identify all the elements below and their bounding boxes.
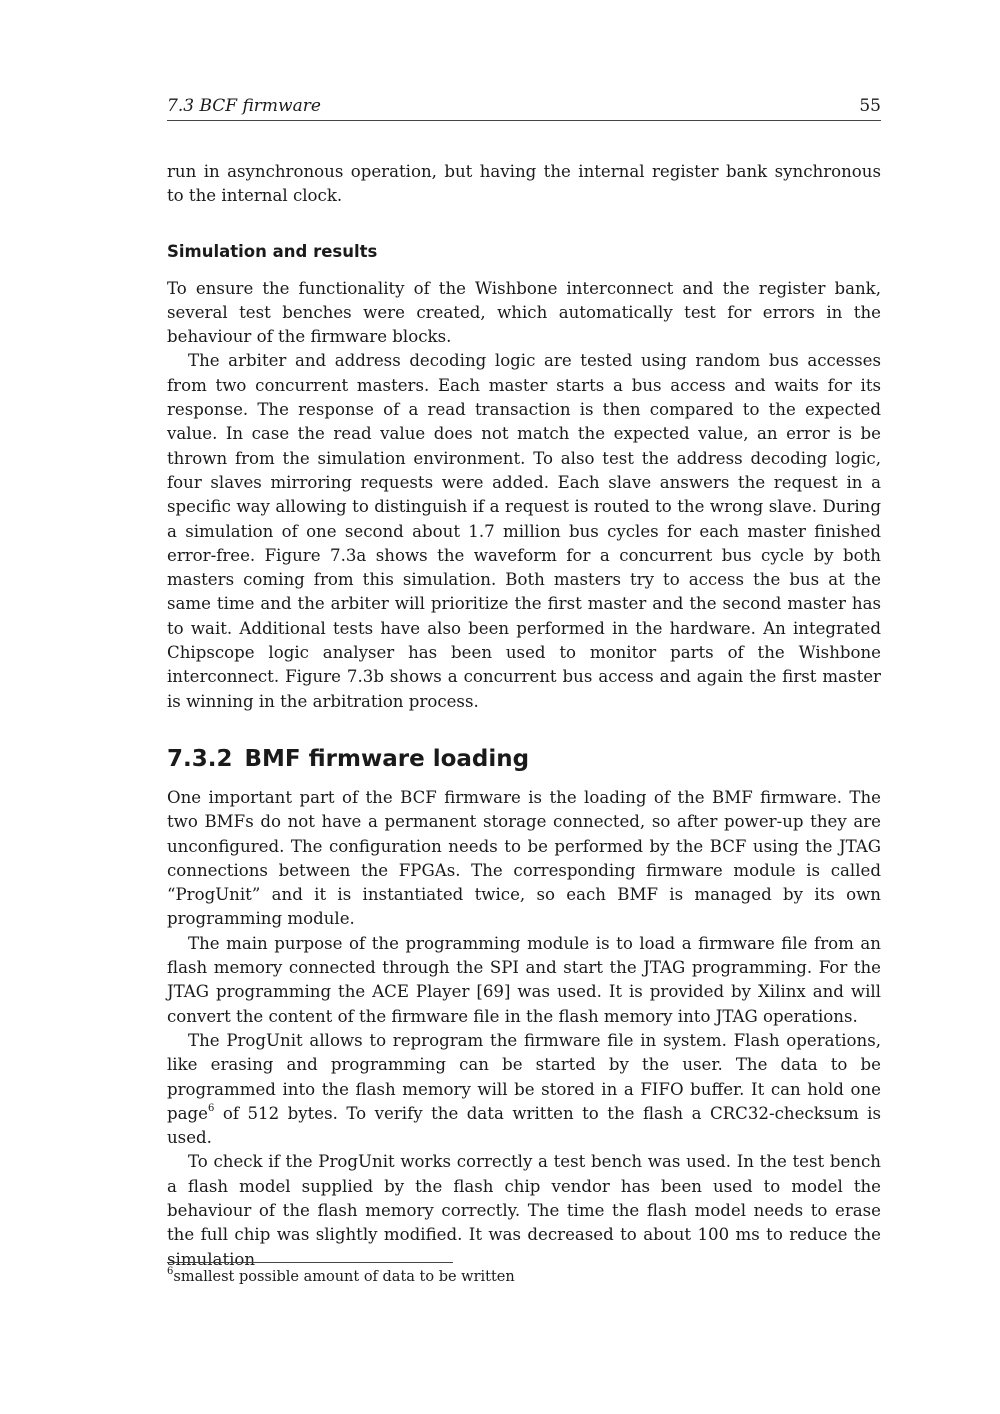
paragraph-bmf-4: To check if the ProgUnit works correctly a test bench was used. In the test bench a flash model supplied by the flash chip vendor has been used to model the behaviour of the flash memory correctly. The time the flash model needs to erase the full chip was slightly modified. It was decreased to about 100 ms to reduce the simulation (167, 1152, 881, 1269)
running-header (167, 96, 881, 121)
footnote-text: smallest possible amount of data to be written (173, 1269, 515, 1285)
section-number: 7.3.2 (167, 745, 233, 772)
section-heading-bmf-firmware-loading (167, 744, 881, 774)
header-section-title: 7.3 BCF firmware (167, 96, 321, 116)
paragraph-bmf-3 (167, 1029, 881, 1150)
footnote (167, 1267, 515, 1287)
paragraph-simulation-2: The arbiter and address decoding logic are tested using random bus accesses from two concurrent masters. Each master starts a bus access and waits for its response. The response of a read transaction is then compared to the expected value. In case the read value does not match the expected value, an error is be thrown from the simulation environment. To also test the address decoding logic, four slaves mirroring requests were added. Each slave answers the request in a specific way allowing to distinguish if a request is routed to the wrong slave. During a simulation of one second about 1.7 million bus cycles for each master finished error-free. Figure 7.3a shows the waveform for a concurrent bus cycle by both masters coming from this simulation. Both masters try to access the bus at the same time and the arbiter will prioritize the first master and the second master has to wait. Additional tests have also been performed in the hardware. An integrated Chipscope logic analyser has been used to monitor parts of the Wishbone interconnect. Figure 7.3b shows a concurrent bus access and again the first master is winning in the arbitration process. (167, 351, 881, 711)
paragraph-simulation-1: To ensure the functionality of the Wishbone interconnect and the register bank, several test benches were created, which automatically test for errors in the behaviour of the firmware blocks. (167, 278, 881, 347)
body-text (167, 160, 881, 1272)
paragraph-bmf-3-part-1: The ProgUnit allows to reprogram the firmware file in system. Flash operations, like erasing and programming can be started by the user. The data to be programmed into the flash memory will be stored in a FIFO buffer. It can hold one page (167, 1030, 881, 1123)
footnote-divider (167, 1262, 453, 1263)
paragraph-bmf-2: The main purpose of the programming module is to load a firmware file from an flash memory connected through the SPI and start the JTAG programming. For the JTAG programming the ACE Player [69] was used. It is provided by Xilinx and will convert the content of the firmware file in the flash memory into JTAG operations. (167, 933, 881, 1026)
section-title: BMF firmware loading (244, 745, 530, 772)
heading-simulation-and-results: Simulation and results (167, 241, 378, 261)
footnote-reference[interactable]: 6 (207, 1103, 215, 1115)
paragraph-bmf-3-part-2: of 512 bytes. To verify the data written to the flash a CRC32-checksum is used. (167, 1103, 881, 1148)
footnote-mark: 6 (167, 1266, 174, 1278)
paragraph-bmf-1: One important part of the BCF firmware is the loading of the BMF firmware. The two BMFs do not have a permanent storage connected, so after power-up they are unconfigured. The configuration needs to be performed by the BCF using the JTAG connections between the FPGAs. The corresponding firmware module is called “ProgUnit” and it is instantiated twice, so each BMF is managed by its own programming module. (167, 787, 881, 929)
paragraph-intro: run in asynchronous operation, but having the internal register bank synchronous to the internal clock. (167, 162, 881, 206)
page-number: 55 (859, 96, 881, 116)
